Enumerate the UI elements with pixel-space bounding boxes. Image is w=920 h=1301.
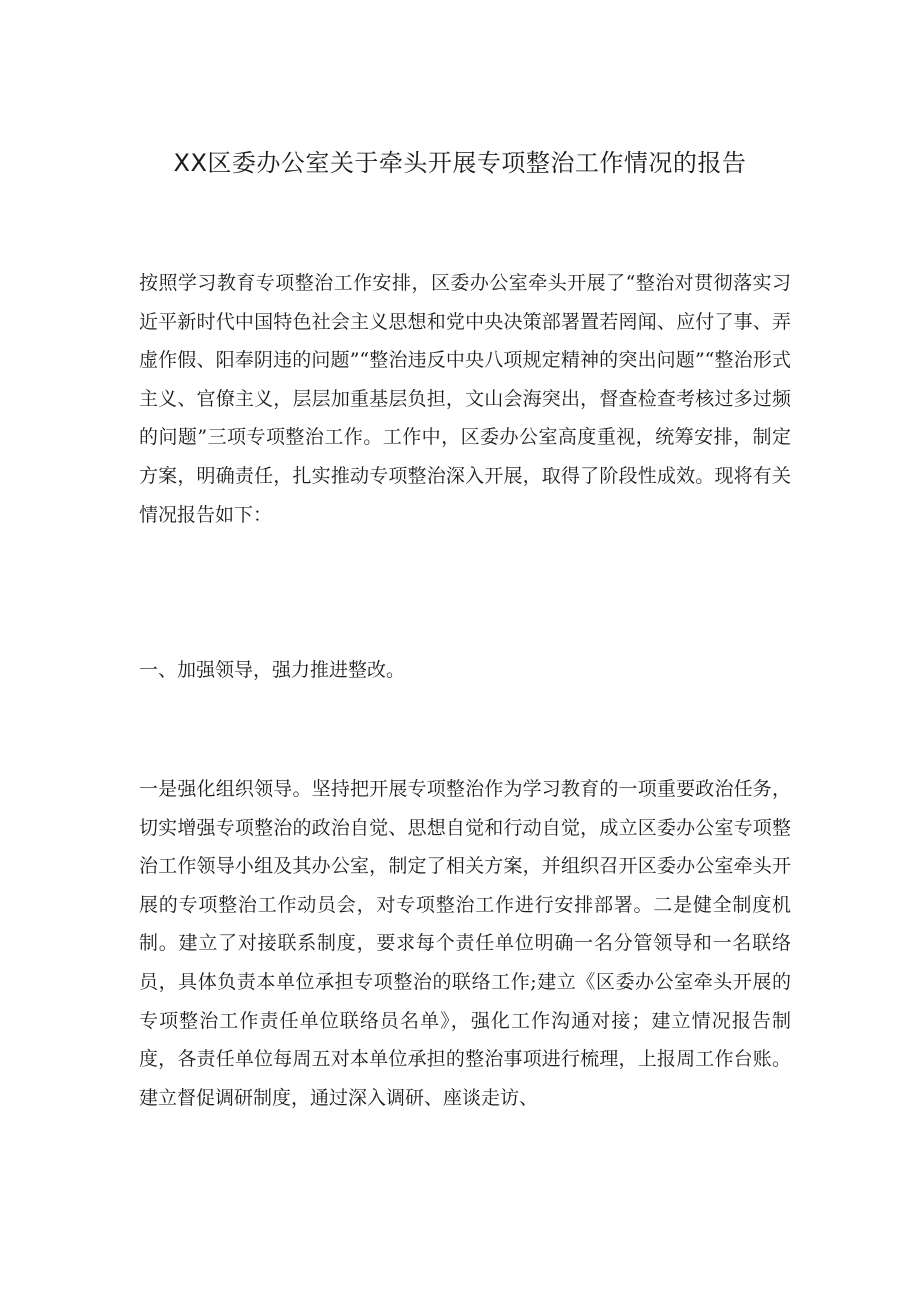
intro-paragraph: 按照学习教育专项整治工作安排，区委办公室牵头开展了“整治对贯彻落实习近平新时代中国特色社会主义思想和党中央决策部署置若罔闻、应付了事、弄虚作假、阳奉阴违的问题”“整治违反中央八项规定精神的突出问题”“整治形式主义、官僚主义，层层加重基层负担，文山会海突出，督查检查考核过多过频的问题”三项专项整治工作。工作中，区委办公室高度重视，统筹安排，制定方案，明确责任，扎实推动专项整治深入开展，取得了阶段性成效。现将有关情况报告如下： [139,272,791,526]
section-heading: 一、加强领导，强力推进整改。 [139,659,406,681]
document-title: XX区委办公室关于牵头开展专项整治工作情况的报告 [173,149,747,177]
section-body-paragraph: 一是强化组织领导。坚持把开展专项整治作为学习教育的一项重要政治任务，切实增强专项整治的政治自觉、思想自觉和行动自觉，成立区委办公室专项整治工作领导小组及其办公室，制定了相关方案，并组织召开区委办公室牵头开展的专项整治工作动员会，对专项整治工作进行安排部署。二是健全制度机制。建立了对接联系制度，要求每个责任单位明确一名分管领导和一名联络员，具体负责本单位承担专项整治的联络工作;建立《区委办公室牵头开展的专项整治工作责任单位联络员名单》，强化工作沟通对接；建立情况报告制度，各责任单位每周五对本单位承担的整治事项进行梳理，上报周工作台账。建立督促调研制度，通过深入调研、座谈走访、 [139,778,791,1109]
